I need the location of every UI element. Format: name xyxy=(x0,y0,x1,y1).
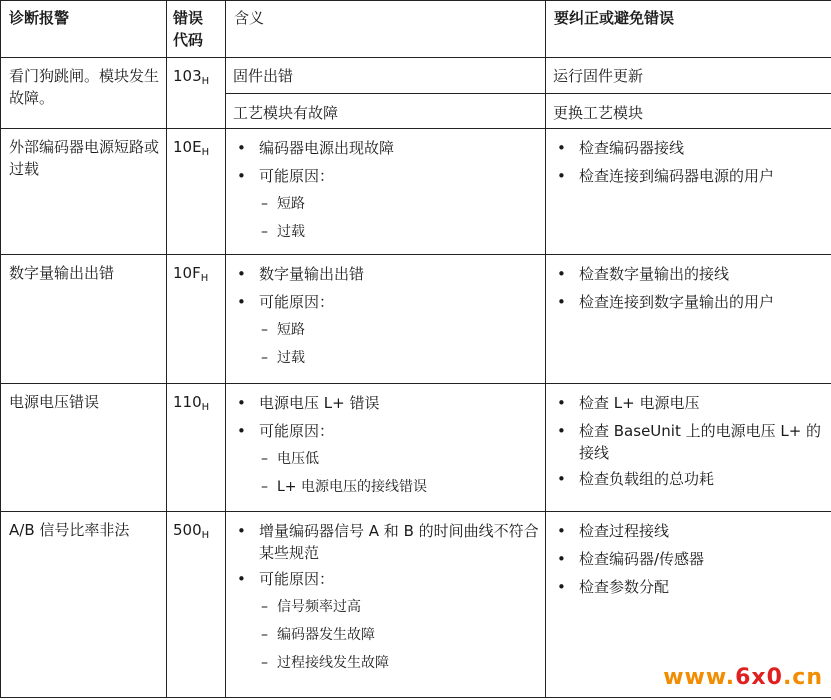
meaning-cell xyxy=(226,512,546,698)
bullet-glyph: • xyxy=(237,522,246,540)
bullet-item xyxy=(553,516,825,544)
bullet-item xyxy=(233,161,539,189)
bullet-item xyxy=(553,287,825,315)
bullet-item xyxy=(553,388,825,416)
bullet-glyph: • xyxy=(557,422,566,440)
bullet-text: 检查编码器/传感器 xyxy=(579,550,705,568)
dash-text: 过程接线发生故障 xyxy=(277,655,389,671)
bullet-text: 检查连接到数字量输出的用户 xyxy=(579,293,775,311)
code-cell xyxy=(167,255,226,384)
alarm-cell: 数字量输出出错 xyxy=(1,255,167,384)
code-subscript: H xyxy=(200,273,209,284)
bullet-item xyxy=(553,133,825,161)
bullet-text: 增量编码器信号 A 和 B 的时间曲线不符合某些规范 xyxy=(259,522,539,562)
bullet-text: 数字量输出出错 xyxy=(259,265,365,283)
bullet-glyph: • xyxy=(237,570,246,588)
code-value: 110 xyxy=(173,393,202,411)
bullet-glyph: • xyxy=(237,394,246,412)
meaning-cell xyxy=(226,255,546,384)
bullet-text: 编码器电源出现故障 xyxy=(259,139,395,157)
bullet-glyph: • xyxy=(557,394,566,412)
dash-text: 电压低 xyxy=(277,451,319,467)
meaning-line: 固件出错 xyxy=(226,58,545,94)
code-cell xyxy=(167,384,226,512)
bullet-item xyxy=(553,161,825,189)
bullet-glyph: • xyxy=(557,578,566,596)
remedy-line: 运行固件更新 xyxy=(546,58,831,94)
bullet-item xyxy=(233,259,539,287)
bullet-item xyxy=(233,416,539,444)
header-error-code-line1: 错误 xyxy=(173,9,204,27)
code-subscript: H xyxy=(201,530,210,541)
watermark-brand: 6x0 xyxy=(735,665,783,690)
bullet-text: 可能原因： xyxy=(259,422,335,440)
dash-glyph: – xyxy=(261,599,268,615)
remedy-cell xyxy=(546,58,831,129)
table-row xyxy=(1,129,831,255)
code-subscript: H xyxy=(201,147,210,158)
bullet-text: 检查连接到编码器电源的用户 xyxy=(579,167,775,185)
alarm-cell: 外部编码器电源短路或过载 xyxy=(1,129,167,255)
dash-item xyxy=(233,315,539,343)
dash-text: 过载 xyxy=(277,350,305,366)
table-row xyxy=(1,255,831,384)
bullet-item xyxy=(233,516,539,564)
bullet-glyph: • xyxy=(557,522,566,540)
remedy-cell xyxy=(546,129,831,255)
bullet-text: 可能原因： xyxy=(259,167,335,185)
bullet-glyph: • xyxy=(557,550,566,568)
dash-text: 编码器发生故障 xyxy=(277,627,375,643)
dash-glyph: – xyxy=(261,224,268,240)
code-value: 10E xyxy=(173,138,202,156)
code-value: 10F xyxy=(173,264,201,282)
alarm-cell: A/B 信号比率非法 xyxy=(1,512,167,698)
bullet-item xyxy=(553,416,825,464)
watermark-prefix: www. xyxy=(663,665,736,690)
dash-glyph: – xyxy=(261,322,268,338)
bullet-text: 检查过程接线 xyxy=(579,522,670,540)
dash-glyph: – xyxy=(261,196,268,212)
dash-text: 短路 xyxy=(277,196,305,212)
header-error-code xyxy=(167,1,226,58)
dash-glyph: – xyxy=(261,479,268,495)
table-row xyxy=(1,58,831,129)
bullet-glyph: • xyxy=(237,139,246,157)
dash-item xyxy=(233,648,539,676)
header-meaning: 含义 xyxy=(226,1,546,58)
bullet-text: 可能原因： xyxy=(259,570,335,588)
bullet-text: 电源电压 L+ 错误 xyxy=(259,394,380,412)
dash-item xyxy=(233,472,539,500)
bullet-glyph: • xyxy=(557,265,566,283)
meaning-cell xyxy=(226,129,546,255)
bullet-item xyxy=(553,259,825,287)
meaning-cell xyxy=(226,384,546,512)
remedy-cell xyxy=(546,255,831,384)
bullet-glyph: • xyxy=(557,139,566,157)
header-remedy: 要纠正或避免错误 xyxy=(546,1,831,58)
remedy-line: 更换工艺模块 xyxy=(553,104,644,122)
dash-item xyxy=(233,217,539,245)
dash-glyph: – xyxy=(261,655,268,671)
dash-item xyxy=(233,444,539,472)
bullet-glyph: • xyxy=(237,422,246,440)
bullet-item xyxy=(553,544,825,572)
dash-text: 短路 xyxy=(277,322,305,338)
bullet-item xyxy=(553,572,825,600)
site-watermark xyxy=(663,665,823,690)
bullet-text: 可能原因： xyxy=(259,293,335,311)
dash-item xyxy=(233,343,539,371)
bullet-item xyxy=(553,464,825,492)
header-diagnostic-alarm: 诊断报警 xyxy=(1,1,167,58)
table-row xyxy=(1,384,831,512)
dash-item xyxy=(233,592,539,620)
bullet-glyph: • xyxy=(557,293,566,311)
dash-text: 信号频率过高 xyxy=(277,599,361,615)
bullet-glyph: • xyxy=(237,167,246,185)
bullet-text: 检查 BaseUnit 上的电源电压 L+ 的接线 xyxy=(579,422,822,462)
bullet-item xyxy=(233,564,539,592)
bullet-text: 检查参数分配 xyxy=(579,578,670,596)
watermark-suffix: .cn xyxy=(782,665,823,690)
dash-glyph: – xyxy=(261,451,268,467)
code-value: 500 xyxy=(173,521,202,539)
code-subscript: H xyxy=(201,76,210,87)
bullet-text: 检查数字量输出的接线 xyxy=(579,265,730,283)
remedy-cell xyxy=(546,384,831,512)
code-value: 103 xyxy=(173,67,202,85)
bullet-item xyxy=(233,388,539,416)
alarm-cell: 电源电压错误 xyxy=(1,384,167,512)
bullet-text: 检查 L+ 电源电压 xyxy=(579,394,700,412)
dash-glyph: – xyxy=(261,627,268,643)
code-cell xyxy=(167,58,226,129)
bullet-glyph: • xyxy=(237,265,246,283)
dash-text: L+ 电源电压的接线错误 xyxy=(277,479,427,495)
code-cell xyxy=(167,512,226,698)
bullet-glyph: • xyxy=(557,167,566,185)
dash-item xyxy=(233,189,539,217)
meaning-line: 工艺模块有故障 xyxy=(233,104,339,122)
meaning-cell xyxy=(226,58,546,129)
bullet-text: 检查负载组的总功耗 xyxy=(579,470,715,488)
code-subscript: H xyxy=(201,402,210,413)
header-row xyxy=(1,1,831,58)
bullet-glyph: • xyxy=(557,470,566,488)
dash-item xyxy=(233,620,539,648)
bullet-glyph: • xyxy=(237,293,246,311)
dash-glyph: – xyxy=(261,350,268,366)
header-error-code-line2: 代码 xyxy=(173,31,204,49)
dash-text: 过载 xyxy=(277,224,305,240)
code-cell xyxy=(167,129,226,255)
bullet-text: 检查编码器接线 xyxy=(579,139,685,157)
bullet-item xyxy=(233,133,539,161)
bullet-item xyxy=(233,287,539,315)
alarm-cell: 看门狗跳闸。模块发生故障。 xyxy=(1,58,167,129)
